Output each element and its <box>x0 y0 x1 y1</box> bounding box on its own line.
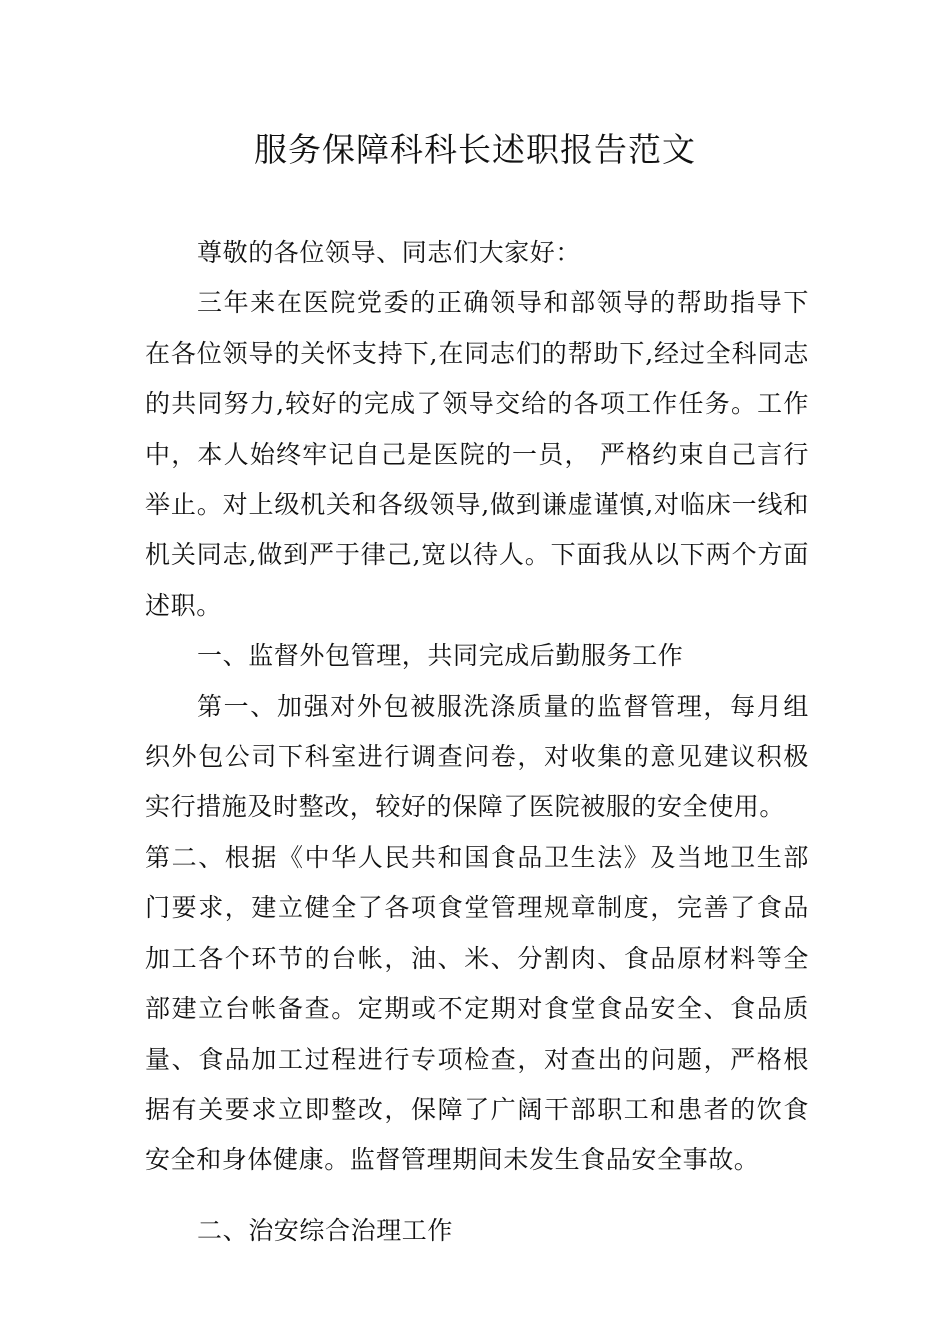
intro-paragraph: 三年来在医院党委的正确领导和部领导的帮助指导下在各位领导的关怀支持下,在同志们的帮助下,经过全科同志的共同努力,较好的完成了领导交给的各项工作任务。工作中，本人始终牢记自己是医院的一员， 严格约束自己言行举止。对上级机关和各级领导,做到谦虚谨慎,对临床一线和机关同志,做到严于律己,宽以待人。下面我从以下两个方面述职。 <box>145 288 809 620</box>
body-paragraph-2: 第二、根据《中华人民共和国食品卫生法》及当地卫生部门要求，建立健全了各项食堂管理规章制度，完善了食品加工各个环节的台帐，油、米、分割肉、食品原材料等全部建立台帐备查。定期或不定期对食堂食品安全、食品质量、食品加工过程进行专项检查，对查出的问题，严格根据有关要求立即整改，保障了广阔干部职工和患者的饮食安全和身体健康。监督管理期间未发生食品安全事故。 <box>145 842 809 1175</box>
section-heading-1: 一、监督外包管理，共同完成后勤服务工作 <box>197 641 684 671</box>
document-title: 服务保障科科长述职报告范文 <box>254 130 696 169</box>
salutation-paragraph: 尊敬的各位领导、同志们大家好： <box>197 238 582 267</box>
document-body <box>145 228 809 1256</box>
body-paragraph-1: 第一、加强对外包被服洗涤质量的监督管理，每月组织外包公司下科室进行调查问卷，对收集的意见建议积极实行措施及时整改，较好的保障了医院被服的安全使用。 <box>145 691 809 822</box>
section-heading-2: 二、治安综合治理工作 <box>197 1215 454 1245</box>
